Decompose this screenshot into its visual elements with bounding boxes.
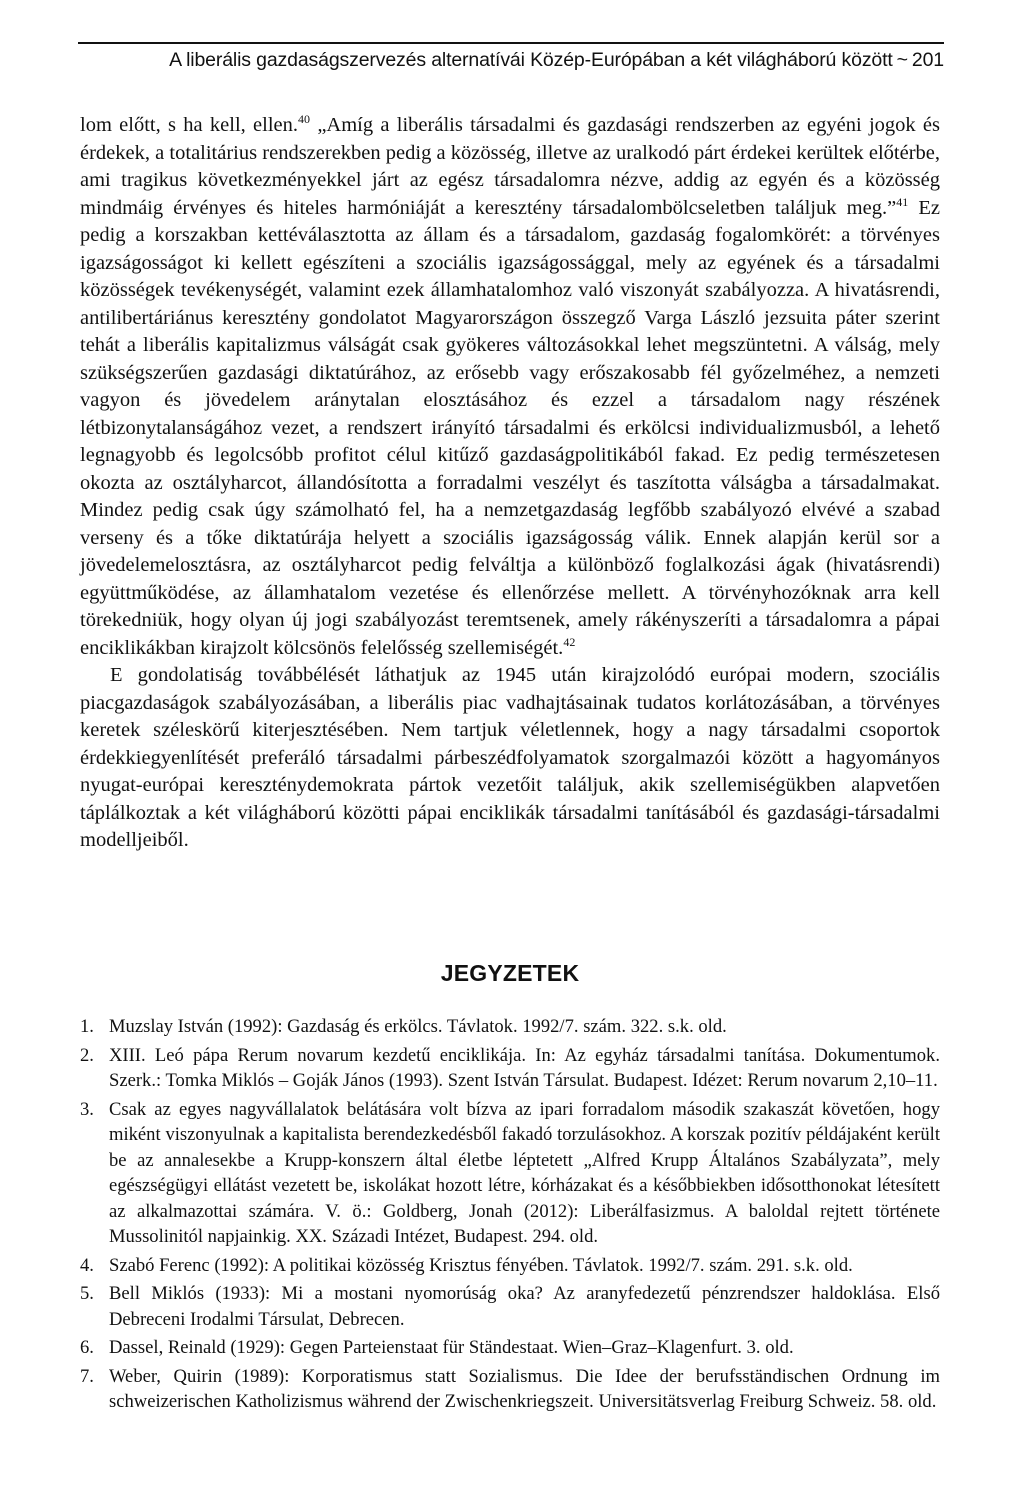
note-number: 7. [80,1365,94,1387]
paragraph-1-start: lom előtt, s ha kell, ellen. [80,114,299,136]
note-item [80,1097,940,1250]
note-number: 1. [80,1016,94,1037]
note-text: Weber, Quirin (1989): Korporatismus statt Sozialismus. Die Idee der berufsständischen Ordnung im schweizerischen Katholizismus während der Zwischenkriegszeit. Universitätsverlag Freiburg Schweiz. 58. old. [109,1365,940,1412]
paragraph-2: E gondolatiság továbbélését láthatjuk az 1945 után kirajzolódó európai modern, szociális piacgazdaságok szabályozásában, a liberális piac vadhajtásainak tudatos korlátozásában, a törvényes keretek széleskörű kiterjesztésében. Nem tartjuk véletlennek, hogy a nagy társadalmi csoportok érdekkiegyenlítését preferáló társadalmi párbeszédfolyamatok szorgalmazói között a hagyományos nyugat-európai kereszténydemokrata pártok vezetőit találjuk, akik szellemiségükben alapvetően táplálkoztak a két világháború közötti pápai enciklikák társadalmi tanításából és gazdasági-társadalmi modelljeiből. [80,664,940,851]
note-text: Dassel, Reinald (1929): Gegen Parteienstaat für Ständestaat. Wien–Graz–Klagenfurt. 3. old. [109,1337,794,1358]
paragraph-1 [80,112,940,662]
note-item [80,1364,940,1415]
note-number: 2. [80,1044,94,1066]
note-number: 5. [80,1283,94,1304]
note-item [80,1281,940,1332]
page-number: 201 [911,49,944,71]
footnote-ref-41: 41 [896,194,909,209]
notes-heading: JEGYZETEK [440,960,580,986]
notes-list [80,1014,940,1418]
note-item [80,1335,940,1361]
note-text: Szabó Ferenc (1992): A politikai közösség Krisztus fényében. Távlatok. 1992/7. szám. 291. s.k. old. [109,1254,853,1276]
body-text [80,112,940,855]
note-text: Muzslay István (1992): Gazdaság és erkölcs. Távlatok. 1992/7. szám. 322. s.k. old. [109,1016,727,1037]
note-number: 4. [80,1254,94,1276]
running-head-separator: ~ [896,49,908,71]
note-text: Bell Miklós (1933): Mi a mostani nyomorúság oka? Az aranyfedezetű pénzrendszer haldoklása. Első Debreceni Irodalmi Társulat, Debrecen. [109,1283,940,1330]
note-number: 3. [80,1098,94,1120]
note-item [80,1253,940,1279]
note-item [80,1043,940,1094]
paragraph-1-quote: „Amíg a liberális társadalmi és gazdasági rendszerben az egyéni jogok és érdekek, a totalitárius rendszerekben pedig a közösség, illetve az uralkodó párt érdekei kerültek előtérbe, ami tragikus következményekkel járt az egész társadalomra nézve, addig az egyén és a közösség mindmáig érvényes és hiteles harmóniáját a keresztény társadalombölcseletben találjuk meg.” [80,114,940,219]
footnote-ref-40: 40 [298,112,311,126]
running-head-title: A liberális gazdaságszervezés alternatívái Közép-Európában a két világháború között [169,49,893,71]
note-text: XIII. Leó pápa Rerum novarum kezdetű enciklikája. In: Az egyház társadalmi tanítása. Dokumentumok. Szerk.: Tomka Miklós – Goják János (1993). Szent István Társulat. Budapest. Idézet: Rerum novarum 2,10–11. [109,1044,940,1091]
paragraph-1-rest: Ez pedig a korszakban kettéválasztotta az állam és a társadalom, gazdaság fogalomkörét: a törvényes igazságosságot ki kellett egészíteni a szociális igazságossággal, mely az egyének és a társadalmi közösségek tevékenységét, valamint ezek államhatalomhoz való viszonyát szabályozza. A hivatásrendi, antilibertáriánus keresztény gondolatot Magyarországon összegző Varga László jezsuita páter szerint tehát a liberális kapitalizmus válságát csak gyökeres változásokkal lehet megszüntetni. A válság, mely szükségszerűen gazdasági diktatúrához, az erősebb vagy erőszakosabb fél győzelméhez, a nemzeti vagyon és jövedelem aránytalan elosztásához és ezzel a társadalom nagy részének létbizonytalanságához vezet, a rendszert irányító társadalmi és erkölcsi individualizmusból, a lehető legnagyobb és legolcsóbb profitot célul kitűző gazdaságpolitikából fakad. Ez pedig természetesen okozta az osztályharcot, állandósította a forradalmi veszélyt és taszította válságba a társadalmakat. Mindez pedig csak úgy számolható fel, ha a nemzetgazdaság legfőbb szabályozó elvévé a szabad verseny és a tőke diktatúrája helyett a szociális igazságosság válik. Ennek alapján kerül sor a jövedelemelosztásra, az osztályharcot pedig felváltja a különböző foglalkozási ágak (hivatásrendi) együttműködése, az államhatalom vezetése és ellenőrzése mellett. A törvényhozóknak arra kell törekedniük, hogy olyan új jogi szabályozást teremtsenek, amely rákényszeríti a társadalomra a pápai enciklikákban kirajzolt kölcsönös felelősség szellemiségét. [80,196,940,659]
note-text: Csak az egyes nagyvállalatok belátására volt bízva az ipari forradalom második szakaszát követően, hogy miként viszonyulnak a kapitalista berendezkedésből fakadó torzulásokhoz. A korszak pozitív példájaként került be az annalesekbe a Krupp-konszern által életbe léptetett „Alfred Krupp Általános Szabályzata”, mely egészségügyi ellátást vezetett be, iskolákat hozott létre, kórházakat és a későbbiekben idősotthonokat létesített az alkalmazottai számára. V. ö.: Goldberg, Jonah (2012): Liberálfasizmus. A baloldal rejtett története Mussolinitól napjainkig. XX. Századi Intézet, Budapest. 294. old. [109,1098,940,1247]
footnote-ref-42: 42 [563,634,576,649]
note-number: 6. [80,1337,94,1358]
note-item [80,1014,940,1040]
running-head [78,42,944,78]
